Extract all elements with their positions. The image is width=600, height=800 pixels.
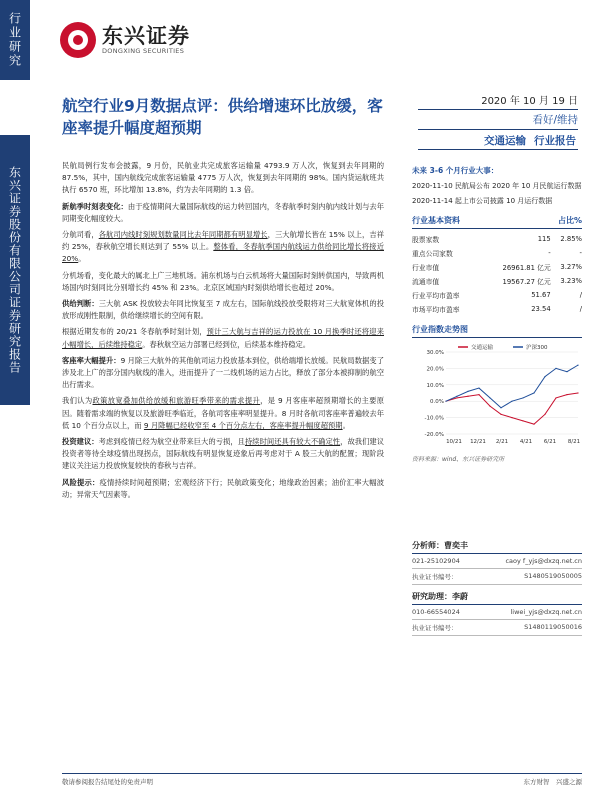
report-rating: 看好/维持 <box>418 110 578 130</box>
report-date: 2020 年 10 月 19 日 <box>418 92 578 110</box>
series-point <box>500 414 501 415</box>
industry-row <box>412 246 582 260</box>
paragraph-investment <box>62 436 384 473</box>
text-load-factor: 9 月除三大航外的其他航司运力投放基本到位，供给端增长放缓。民航局数据变了涉及北上广的部分国内航线的准入，进而提升了一二线机场的运力占比，释放了部分本被抑制的航空出行需求。 <box>62 355 385 390</box>
analyst-1-role: 分析师： <box>412 541 444 550</box>
x-tick-label: 10/21 <box>446 439 462 445</box>
industry-data-col: 占比% <box>557 216 582 225</box>
industry-row <box>412 274 582 288</box>
paragraph-analysis <box>62 395 384 432</box>
text-investment-b: 持续时间还具有较大不确定性 <box>244 437 341 447</box>
industry-data-table <box>412 232 582 316</box>
series-point <box>555 397 556 398</box>
logo-mark-icon <box>60 22 96 58</box>
industry-cell-pct: 3.27% <box>560 263 582 271</box>
text-analysis-c: ，是 9 月客座率超预期增长的主要原因。随着需求端的恢复以及旅游旺季临近，各航司客座率明显提升。8 月时各航司客座率普遍较去年低 10 个百分点以上，而 <box>62 396 385 430</box>
paragraph-load-factor <box>62 355 384 392</box>
legend-label: 交通运输 <box>471 345 494 351</box>
chart-source: 资料来源：wind、东兴证券研究所 <box>412 456 505 463</box>
paragraph-airlines <box>62 229 384 266</box>
analyst-2-name: 李蔚 <box>452 592 468 601</box>
analyst-1-email[interactable]: caoy f_yjs@dxzq.net.cn <box>505 557 582 565</box>
text-analysis-d: 9 月降幅已经收窄至 4 个百分点左右，客座率提升幅度超预期 <box>143 420 343 430</box>
text-schedule: 由于疫情期间大量国际航线的运力转回国内，冬春航季时刻内航内线计划与去年同期变化幅度较大。 <box>62 201 385 223</box>
analyst-1-cert-row <box>412 569 582 585</box>
industry-cell-label: 流通市值 <box>412 278 440 286</box>
industry-row <box>412 260 582 274</box>
text-airlines-a: 分航司看， <box>62 230 99 240</box>
industry-cell-value: 51.67 <box>531 291 551 299</box>
x-tick-label: 6/21 <box>543 439 557 445</box>
text-forecast-a: 根据近期发布的 20/21 冬春航季时刻计划， <box>62 327 207 337</box>
x-tick-label: 2/21 <box>495 439 509 445</box>
y-tick-label: 20.0% <box>426 366 444 373</box>
industry-cell-label: 重点公司家数 <box>412 250 453 258</box>
series-point <box>511 417 512 418</box>
report-title: 航空行业9月数据点评：供给增速环比放缓，客座率提升幅度超预期 <box>62 97 383 137</box>
page-footer <box>62 773 582 786</box>
industry-row <box>412 288 582 302</box>
industry-cell-pct: 2.85% <box>560 235 582 243</box>
analyst-1-phone-row <box>412 554 582 569</box>
x-tick-label: 8/21 <box>567 439 581 445</box>
analyst-1-cert-label: 执业证书编号： <box>412 573 458 581</box>
analyst-2-role: 研究助理： <box>412 592 452 601</box>
y-tick-label: 30.0% <box>426 350 444 356</box>
x-tick-label: 4/21 <box>519 439 533 445</box>
analyst-1-name: 曹奕丰 <box>444 541 468 550</box>
lead-load-factor: 客座率大幅提升： <box>62 355 121 365</box>
text-forecast-b: 预计三大航与吉祥的运力投放在 10 月换季时还将迎来小幅增长，后续维持稳定 <box>62 327 384 349</box>
paragraph-risk <box>62 477 384 501</box>
industry-cell-label: 行业市值 <box>412 264 440 272</box>
series-point <box>522 420 523 421</box>
report-meta <box>418 92 578 150</box>
analyst-2-header <box>412 591 582 605</box>
series-point <box>467 391 468 392</box>
paragraph-schedule <box>62 201 384 225</box>
series-point <box>555 368 556 369</box>
series-point <box>511 401 512 402</box>
analyst-1-cert: S1480519050005 <box>524 572 582 580</box>
paragraph-airports: 分机场看，变化最大的属北上广三地机场。浦东机场与白云机场将大量国际时刻转供国内，导致两机场国内时刻同比分别增长约 45% 和 23%。北京区域国内时刻供给增长也超过 20%。 <box>62 270 384 292</box>
trend-header <box>412 324 582 338</box>
y-tick-label: 0.0% <box>430 399 444 406</box>
lead-investment: 投资建议： <box>62 437 99 447</box>
series-point <box>533 424 534 425</box>
series-point <box>445 401 446 402</box>
analyst-2-cert-row <box>412 620 582 636</box>
x-tick-label: 12/21 <box>470 439 486 445</box>
series-point <box>544 376 545 377</box>
legend-label: 沪深300 <box>526 345 548 351</box>
industry-cell-value: 19567.27 亿元 <box>502 278 551 286</box>
industry-row <box>412 302 582 316</box>
industry-cell-pct: / <box>579 305 582 313</box>
tag-sector: 交通运输 <box>484 135 526 147</box>
series-point <box>467 396 468 397</box>
trend-chart-svg <box>412 342 582 452</box>
paragraph-supply <box>62 298 384 322</box>
series-line <box>446 393 578 424</box>
series-point <box>500 407 501 408</box>
industry-cell-value: 115 <box>537 235 551 243</box>
sidebar-label-company: 东兴证券股份有限公司证券研究报告 <box>0 135 30 405</box>
industry-row <box>412 232 582 246</box>
analyst-panel <box>412 540 582 636</box>
analyst-1-phone: 021-25102904 <box>412 557 460 565</box>
logo <box>60 22 190 58</box>
series-point <box>544 414 545 415</box>
trend-chart <box>412 342 582 452</box>
industry-cell-label: 行业平均市盈率 <box>412 292 460 300</box>
industry-cell-label: 股票家数 <box>412 236 440 244</box>
text-investment-c: ，故我们建议投资者等待全球疫情出现拐点，国际航线有明显恢复迹象后再考虑对于 A 股三大航的配置；现阶段建议关注运力投放恢复较快的春秋与吉祥。 <box>62 437 385 471</box>
text-analysis-a: 我们认为 <box>62 396 93 406</box>
logo-text-en: DONGXING SECURITIES <box>102 47 185 55</box>
text-airlines-d: 整体看，冬春航季国内航线运力供给同比增长将接近 20% <box>62 242 384 264</box>
industry-data-title: 行业基本资料 <box>412 216 460 225</box>
text-supply: 三大航 ASK 投放较去年同比恢复至 7 成左右，国际航线投放受限将对三大航宽体机的投放形成刚性限制，供给继续增长的空间有限。 <box>62 299 385 321</box>
paragraph-summary: 民航局例行发布会披露，9 月份，民航业共完成旅客运输量 4793.9 万人次，恢复到去年同期的 87.5%，其中，国内航线完成旅客运输量 4775 万人次，恢复到去年同期的 98%。国内货运航班共执行 6570 班，环比增加 13.8%，约为去年同期的 1.3 倍。 <box>62 161 384 195</box>
lead-supply: 供给判断： <box>62 299 99 309</box>
industry-data-header <box>412 215 582 229</box>
series-point <box>489 406 490 407</box>
lead-schedule: 新航季时刻表变化： <box>62 201 128 211</box>
analyst-2-phone-row <box>412 605 582 620</box>
series-point <box>489 397 490 398</box>
text-airlines-e: 。 <box>78 254 86 264</box>
industry-cell-value: 23.54 <box>531 305 551 313</box>
text-airlines-b: 各航司内线时刻规划数量同比去年同期都有明显增长 <box>98 230 268 240</box>
series-point <box>533 392 534 393</box>
text-forecast-c: 。春秋航空运力部署已经到位，后续基本维持稳定。 <box>142 339 311 349</box>
industry-cell-pct: / <box>579 291 582 299</box>
y-tick-label: -10.0% <box>424 415 444 422</box>
text-risk: 疫情持续时间超预期；宏观经济下行；民航政策变化；地缘政治因素；油价汇率大幅波动；异常天气因素等。 <box>62 477 385 499</box>
y-tick-label: 10.0% <box>426 382 444 389</box>
industry-cell-pct: - <box>579 249 582 257</box>
series-point <box>566 371 567 372</box>
series-point <box>577 392 578 393</box>
text-analysis-b: 政策放宽叠加供给放缓和旅游旺季带来的需求提升 <box>92 396 261 406</box>
series-point <box>478 394 479 395</box>
analyst-2-cert-label: 执业证书编号： <box>412 624 458 632</box>
series-point <box>522 397 523 398</box>
y-tick-label: -20.0% <box>424 432 444 438</box>
industry-cell-value: 26961.81 亿元 <box>502 264 551 272</box>
series-point <box>478 387 479 388</box>
text-analysis-e: 。 <box>342 420 350 430</box>
analyst-2-phone: 010-66554024 <box>412 608 460 616</box>
paragraph-forecast <box>62 326 384 350</box>
series-point <box>577 365 578 366</box>
text-investment-a: 考虑到疫情已经为航空业带来巨大的亏损，且 <box>98 437 245 447</box>
report-body <box>62 160 384 505</box>
lead-risk: 风险提示： <box>62 477 100 487</box>
industry-cell-value: - <box>548 249 551 257</box>
analyst-2-email[interactable]: liwei_yjs@dxzq.net.cn <box>510 608 582 616</box>
series-point <box>566 394 567 395</box>
tag-type: 行业报告 <box>534 135 576 147</box>
footer-disclaimer: 敬请参阅报告结尾处的免责声明 <box>62 778 153 786</box>
text-airlines-c: ，三大航增长皆在 15% 以上，吉祥约 25%，春秋航空增长则达到了 55% 以上。 <box>62 230 384 252</box>
footer-slogan: 东方财智 兴盛之源 <box>523 778 582 786</box>
series-point <box>456 396 457 397</box>
event-item: 2020-11-14 起上市公司披露 10 月运行数据 <box>412 197 553 205</box>
sidebar-label-industry-research: 行业研究 <box>0 0 30 80</box>
logo-text-cn: 东兴证券 <box>102 24 190 48</box>
series-point <box>456 397 457 398</box>
right-column <box>412 165 582 463</box>
analyst-2-cert: S1480119050016 <box>524 623 582 631</box>
event-item: 2020-11-10 民航局公布 2020 年 10 月民航运行数据 <box>412 182 582 190</box>
industry-cell-pct: 3.23% <box>560 277 582 285</box>
analyst-1-header <box>412 540 582 554</box>
industry-cell-label: 市场平均市盈率 <box>412 306 460 314</box>
events-title: 未来 3-6 个月行业大事： <box>412 166 499 175</box>
trend-title: 行业指数走势图 <box>412 325 468 334</box>
